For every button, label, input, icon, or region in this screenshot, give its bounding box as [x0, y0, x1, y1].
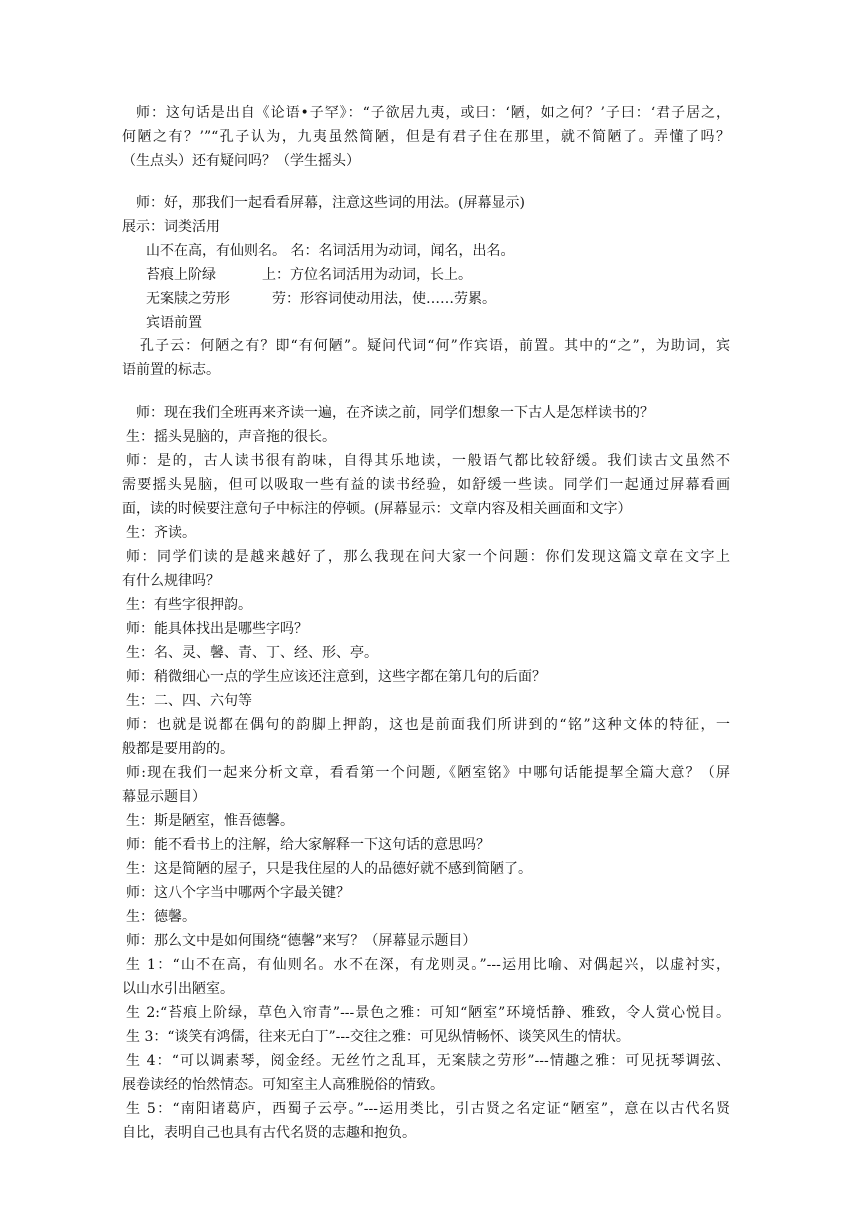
text-line: 师：能不看书上的注解，给大家解释一下这句话的意思吗？ [126, 837, 490, 853]
text-line: 生 4：“可以调素琴，阅金经。无丝竹之乱耳，无案牍之劳形”---情趣之雅：可见抚琴调弦、 [126, 1053, 730, 1069]
text-line: 般都是要用韵的。 [122, 741, 234, 757]
text-line: （生点头）还有疑问吗？（学生摇头） [122, 153, 360, 169]
text-line: 需要摇头晃脑，但可以吸取一些有益的读书经验，如舒缓一些读。同学们一起通过屏幕看画 [122, 477, 730, 493]
text-line: 生：名、灵、馨、青、丁、经、形、亭。 [126, 645, 378, 661]
text-line: 师：也就是说都在偶句的韵脚上押韵，这也是前面我们所讲到的“铭”这种文体的特征，一 [126, 717, 730, 733]
text-line: 师：是的，古人读书很有韵味，自得其乐地读，一般语气都比较舒缓。我们读古文虽然不 [126, 453, 730, 469]
text-line: 师：好，那我们一起看看屏幕，注意这些词的用法。(屏幕显示) [136, 195, 525, 211]
text-line: 生：有些字很押韵。 [126, 597, 252, 613]
text-line: 生：二、四、六句等 [126, 693, 252, 709]
text-line: 师：稍微细心一点的学生应该还注意到，这些字都在第几句的后面？ [126, 669, 546, 685]
text-line: 生：齐读。 [126, 525, 196, 541]
text-line: 面，读的时候要注意句子中标注的停顿。(屏幕显示：文章内容及相关画面和文字） [122, 501, 632, 517]
text-line: 师：能具体找出是哪些字吗？ [126, 621, 308, 637]
text-line: 自比，表明自己也具有古代名贤的志趣和抱负。 [122, 1125, 416, 1141]
text-line: 上：方位名词活用为动词，长上。 [262, 267, 472, 283]
text-line: 无案牍之劳形 [146, 291, 230, 307]
text-line: 何陋之有？’”“孔子认为，九夷虽然简陋，但是有君子住在那里，就不简陋了。弄懂了吗？ [122, 129, 730, 145]
text-line: 生：德馨。 [126, 909, 196, 925]
text-line: 山不在高，有仙则名。 名：名词活用为动词，闻名，出名。 [146, 243, 515, 259]
text-line: 生 1：“山不在高，有仙则名。水不在深，有龙则灵。”---运用比喻、对偶起兴，以虚衬实， [126, 957, 730, 973]
text-line: 展示：词类活用 [122, 219, 220, 235]
text-line: 师：同学们读的是越来越好了，那么我现在问大家一个问题：你们发现这篇文章在文字上 [126, 549, 730, 565]
text-line: 苔痕上阶绿 [146, 267, 216, 283]
text-line: 展卷读经的怡然情态。可知室主人高雅脱俗的情致。 [122, 1077, 444, 1093]
text-line: 宾语前置 [146, 315, 202, 331]
text-line: 师：这句话是出自《论语•子罕》：“子欲居九夷，或曰：‘陋，如之何？’子曰：‘君子居之， [136, 105, 730, 121]
text-line: 有什么规律吗？ [122, 573, 220, 589]
text-line: 孔子云：何陋之有？即“有何陋”。疑问代词“何”作宾语，前置。其中的“之”，为助词，宾 [140, 338, 730, 354]
text-line: 生 5：“南阳诸葛庐，西蜀子云亭。”---运用类比，引古贤之名定证“陋室”，意在以古代名贤 [126, 1101, 730, 1117]
text-line: 生 2:“苔痕上阶绿，草色入帘青”---景色之雅：可知“陋室”环境恬静、雅致，令人赏心悦目。 [126, 1005, 730, 1021]
text-line: 师：现在我们全班再来齐读一遍，在齐读之前，同学们想象一下古人是怎样读书的？ [136, 405, 654, 421]
text-line: 生：摇头晃脑的，声音拖的很长。 [126, 429, 336, 445]
text-line: 师：这八个字当中哪两个字最关键？ [126, 885, 350, 901]
text-line: 生：这是简陋的屋子，只是我住屋的人的品德好就不感到简陋了。 [126, 861, 532, 877]
text-line: 劳：形容词使动用法，使……劳累。 [272, 291, 496, 307]
text-line: 语前置的标志。 [122, 362, 220, 378]
text-line: 生 3：“谈笑有鸿儒，往来无白丁”---交往之雅：可见纵情畅怀、谈笑风生的情状。 [126, 1029, 630, 1045]
text-line: 幕显示题目） [122, 789, 206, 805]
text-line: 师：那么文中是如何围绕“德馨”来写？（屏幕显示题目） [126, 933, 477, 949]
text-line: 以山水引出陋室。 [122, 981, 234, 997]
text-line: 生：斯是陋室，惟吾德馨。 [126, 813, 294, 829]
text-line: 师:现在我们一起来分析文章，看看第一个问题,《陋室铭》中哪句话能提挈全篇大意？（屏 [126, 765, 730, 781]
